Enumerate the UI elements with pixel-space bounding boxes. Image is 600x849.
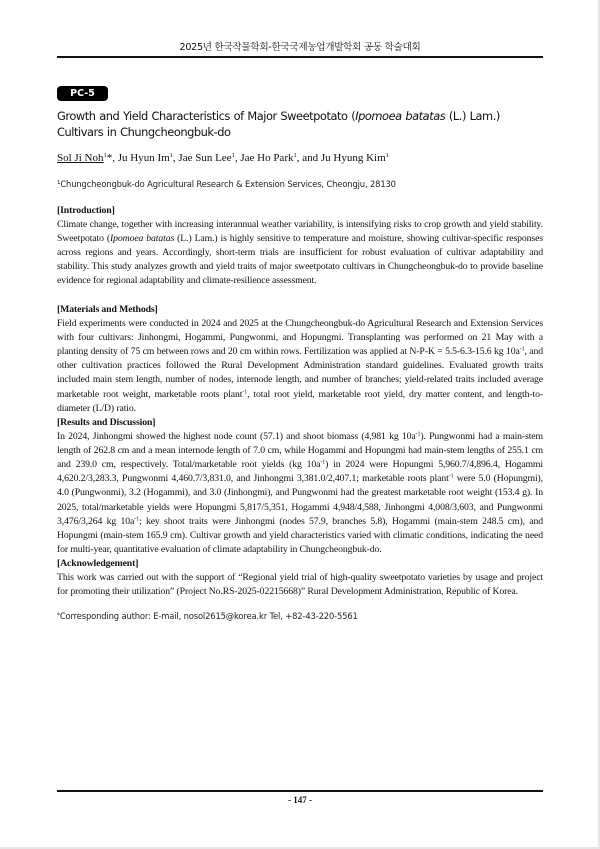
author-name: Jae Ho Park [240, 152, 294, 164]
affiliation [57, 178, 543, 190]
superscript: -1 [134, 516, 139, 523]
author-sep: , [172, 152, 179, 164]
paragraph-text: were 5.0 (Hopungmi), 4.0 (Pungwonmi), 3.2 (Hogammi), and 3.0 (Jinhongmi), and Pungwonmi had the greatest marketable root weight (153.4 g). In 2025, total/marketable yields were Hopungmi 5,817/5,351, Hogammi 4,948/4,588, Jinhongmi 4,008/3,603, and Pungwonmi 3,476/3,264 kg 10a [57, 473, 543, 527]
affiliation-text: Chungcheongbuk-do Agricultural Research & Extension Services, Cheongju, 28130 [60, 179, 396, 189]
page-number: - 147 - [288, 795, 312, 805]
paper-title [57, 109, 547, 140]
species-name: Ipomoea batatas [110, 233, 175, 245]
paragraph-text: ) in 2024 were Hopungmi 5,960.7/4,896.4, Hogammi 4,620.2/3,283.3, Pungwonmi 4,460.7/3,831.0, and Jinhongmi 3,381.0/2,407.1; marketable roots plant [57, 459, 543, 485]
section-paragraph [57, 317, 543, 416]
author-list [57, 151, 543, 165]
results-section [57, 416, 543, 557]
author-affil-sup: 1 [103, 152, 107, 159]
superscript: -1 [242, 389, 248, 396]
corresponding-mark: * [106, 152, 113, 164]
running-head: 2025년 한국작물학회-한국국제농업개발학회 공동 학술대회 [179, 42, 421, 53]
corresponding-text: Corresponding author: E-mail, nosol2615@korea.kr Tel, +82-43-220-5561 [59, 611, 358, 621]
affiliation-sup: 1 [57, 180, 61, 186]
author-sep: , and [296, 152, 321, 164]
corresponding-mark: * [57, 612, 60, 619]
title-text: Growth and Yield Characteristics of Major Sweetpotato ( [57, 109, 356, 123]
author-name: Ju Hyun Im [117, 152, 170, 164]
corresponding-author-note [57, 610, 543, 622]
footer-rule [57, 790, 543, 792]
paragraph-text: (L.) Lam.) is highly sensitive to temperature and moisture, showing cultivar-specific responses across regions and years. Accordingly, short-term trials are insufficient for robust evaluation of cultivar adaptability and stability. This study analyzes growth and yield traits of major sweetpotato cultivars in Chungcheongbuk-do to provide baseline evidence for regional adaptability and climate-resilience assessment. [57, 233, 543, 287]
header-rule [57, 56, 543, 58]
paragraph-text: Field experiments were conducted in 2024 and 2025 at the Chungcheongbuk-do Agricultural Research and Extension Services with four cultivars: Jinhongmi, Hogammi, Pungwonmi, and Hopungmi. Transplanting was performed on 21 May with a planting density of 75 cm between rows and 20 cm within rows. Fertilization was applied at N-P-K = 5.5-6.3-15.6 kg 10a [57, 318, 543, 358]
author-name: Sol Ji Noh [57, 152, 104, 164]
superscript: -1 [448, 473, 454, 480]
superscript: -1 [320, 459, 326, 466]
section-paragraph: This work was carried out with the support of “Regional yield trial of high-quality sweetpotato varieties by usage and project for promoting their utilization” (Project No.RS-2025-02215668)” Rural Development Administration, Republic of Korea. [57, 572, 543, 598]
author-affil-sup: 1 [385, 152, 389, 159]
section-heading: [Results and Discussion] [57, 417, 156, 428]
superscript: -1 [415, 431, 421, 438]
section-heading: [Materials and Methods] [57, 304, 158, 315]
paragraph-text: , and other cultivation practices followed the Rural Development Administration standard guidelines. Evaluated growth traits included main stem length, number of nodes, internode length, and number of branches; yield-related traits included average marketable root weight, marketable roots plant [57, 346, 543, 400]
title-text: (L.) Lam.) Cultivars in Chungcheongbuk-do [57, 109, 500, 139]
author-name: Ju Hyung Kim [320, 152, 386, 164]
paragraph-text: , total root yield, marketable root yield, dry matter content, and length-to-diameter (L/D) ratio. [57, 388, 543, 414]
section-paragraph [57, 218, 543, 288]
author-affil-sup: 1 [169, 152, 173, 159]
author-name: Jae Sun Lee [178, 152, 232, 164]
author-sep: , [112, 152, 118, 164]
acknowledgement-section [57, 557, 543, 599]
section-heading: [Acknowledgement] [57, 558, 139, 569]
paragraph-text: In 2024, Jinhongmi showed the highest node count (57.1) and shoot biomass (4,981 kg 10a [57, 431, 416, 443]
title-species: Ipomoea batatas [355, 109, 446, 123]
methods-section [57, 303, 543, 416]
author-sep: , [234, 152, 241, 164]
author-affil-sup: 1 [293, 152, 297, 159]
paragraph-text: ; key shoot traits were Jinhongmi (nodes 57.9, branches 5.8), Hogammi (main-stem 248.5 cm), and Hopungmi (main-stem 165.9 cm). Cultivar growth and yield characteristics varied with climatic conditions, indicating the need for multi-year, quantitative evaluation of climate adaptability in Chungcheongbuk-do. [57, 515, 543, 555]
author-affil-sup: 1 [231, 152, 235, 159]
introduction-section [57, 204, 543, 289]
paragraph-text: Climate change, together with increasing interannual weather variability, is intensifying risks to crop growth and yield stability. Sweetpotato ( [57, 219, 543, 245]
superscript: -1 [519, 346, 525, 353]
section-heading: [Introduction] [57, 205, 115, 216]
section-paragraph [57, 430, 543, 557]
abstract-code-badge: PC-5 [57, 86, 108, 101]
paragraph-text: ). Pungwonmi had a main-stem length of 262.8 cm and a mean internode length of 7.0 cm, while Hogammi and Hopungmi had main-stem lengths of 255.1 cm and 239.0 cm, respectively. Total/marketable root yields (kg 10a [57, 431, 543, 471]
